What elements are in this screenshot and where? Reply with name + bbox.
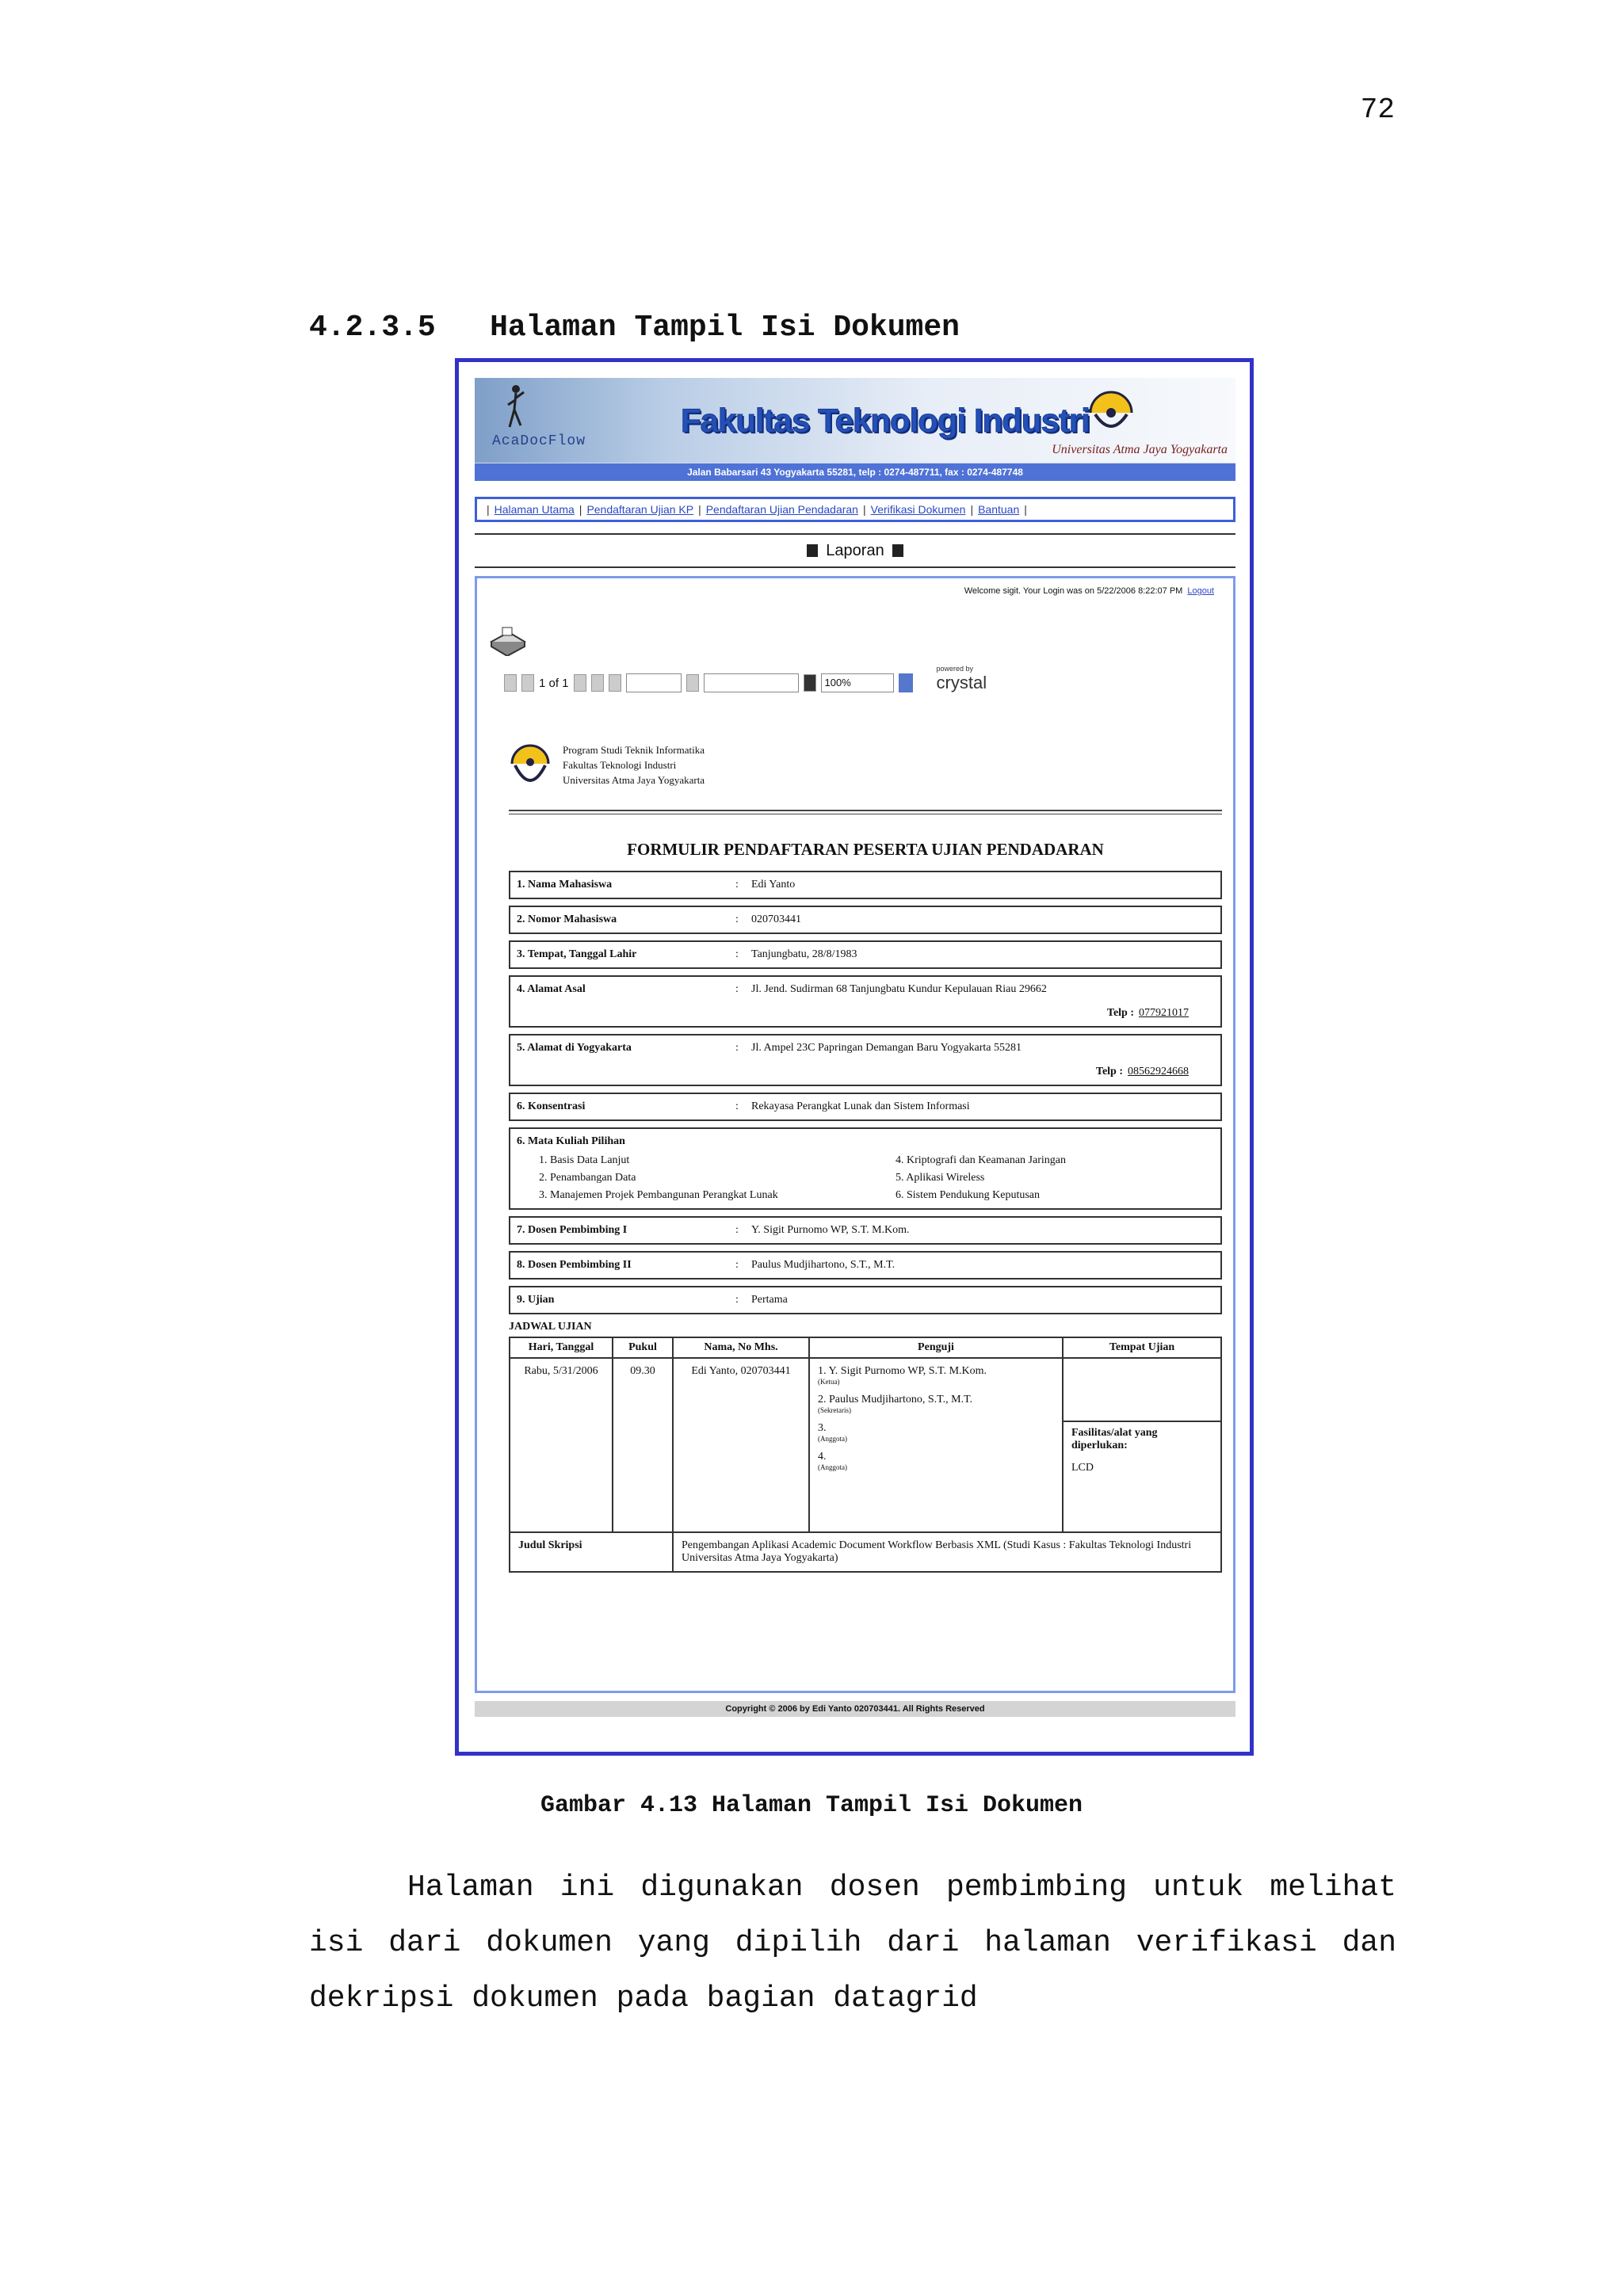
table-cell: Fasilitas/alat yang diperlukan: LCD xyxy=(1063,1358,1221,1532)
table-cell: 1. Y. Sigit Purnomo WP, S.T. M.Kom. (Ketua) 2. Paulus Mudjihartono, S.T., M.T. (Sekretaris) 3. (Anggota) 4. (Anggota) xyxy=(809,1358,1063,1532)
form-rows xyxy=(509,871,1222,1314)
form-row: 6. Konsentrasi : Rekayasa Perangkat Lunak dan Sistem Informasi xyxy=(509,1093,1222,1121)
app-logo: AcaDocFlow xyxy=(492,433,586,449)
site-banner xyxy=(475,378,1235,463)
faculty-title: Fakultas Teknologi Industri xyxy=(681,402,1090,439)
main-nav: | Halaman Utama | Pendaftaran Ujian KP | Pendaftaran Ujian Pendadaran | Verifikasi Dokumen | Bantuan | xyxy=(475,497,1235,522)
university-name: Universitas Atma Jaya Yogyakarta xyxy=(1052,443,1228,456)
form-row: 4. Alamat Asal : Jl. Jend. Sudirman 68 Tanjungbatu Kundur Kepulauan Riau 29662 Telp : 077921017 xyxy=(509,975,1222,1028)
table-cell: Judul Skripsi xyxy=(510,1532,673,1572)
form-title: FORMULIR PENDAFTARAN PESERTA UJIAN PENDADARAN xyxy=(627,840,1104,859)
goto-page-button[interactable] xyxy=(609,674,621,692)
welcome-line xyxy=(496,586,1214,596)
table-cell: Edi Yanto, 020703441 xyxy=(673,1358,809,1532)
form-row: 8. Dosen Pembimbing II : Paulus Mudjihartono, S.T., M.T. xyxy=(509,1251,1222,1280)
form-row: 2. Nomor Mahasiswa : 020703441 xyxy=(509,906,1222,934)
logout-link[interactable]: Logout xyxy=(1187,586,1214,596)
table-header: Pukul xyxy=(613,1337,673,1358)
institution-line: Universitas Atma Jaya Yogyakarta xyxy=(563,773,705,786)
page-input[interactable] xyxy=(626,673,682,692)
institution-header xyxy=(509,737,1222,792)
section-heading xyxy=(309,311,960,345)
copyright: Copyright © 2006 by Edi Yanto 020703441. All Rights Reserved xyxy=(475,1701,1235,1717)
telp-value: 08562924668 xyxy=(1128,1066,1189,1077)
nav-pendaftaran-ujian-kp[interactable]: Pendaftaran Ujian KP xyxy=(586,503,694,516)
form-row: 7. Dosen Pembimbing I : Y. Sigit Purnomo WP, S.T. M.Kom. xyxy=(509,1216,1222,1245)
climber-icon xyxy=(506,384,525,430)
report-label: Laporan xyxy=(826,541,884,559)
table-cell: Rabu, 5/31/2006 xyxy=(510,1358,613,1532)
nav-bantuan[interactable]: Bantuan xyxy=(978,503,1020,516)
institution-line: Program Studi Teknik Informatika xyxy=(563,743,705,756)
paragraph-text: Halaman ini digunakan dosen pembimbing untuk melihat isi dari dokumen yang dipilih dari halaman verifikasi dan dekripsi dokumen pada bagian datagrid xyxy=(309,1871,1396,2016)
form-row: 3. Tempat, Tanggal Lahir : Tanjungbatu, 28/8/1983 xyxy=(509,940,1222,969)
divider xyxy=(509,810,1222,814)
address-bar: Jalan Babarsari 43 Yogyakarta 55281, telp : 0274-487711, fax : 0274-487748 xyxy=(475,463,1235,481)
course-item: 1. Basis Data Lanjut xyxy=(539,1154,630,1166)
body-paragraph xyxy=(309,1860,1396,2027)
courses-row: 6. Mata Kuliah Pilihan 1. Basis Data Lanjut 4. Kriptografi dan Keamanan Jaringan 2. Penambangan Data 5. Aplikasi Wireless 3. Manajemen Projek Pembangunan Perangkat Lunak 6. Sistem Pendukung Keputusan xyxy=(509,1127,1222,1210)
last-page-button[interactable] xyxy=(591,674,604,692)
course-item: 2. Penambangan Data xyxy=(539,1172,636,1184)
printer-icon[interactable] xyxy=(485,626,528,656)
document-icon xyxy=(807,544,818,557)
jadwal-table xyxy=(509,1337,1222,1573)
first-page-button[interactable] xyxy=(504,674,517,692)
search-input[interactable] xyxy=(704,673,799,692)
section-number: 4.2.3.5 xyxy=(309,311,436,345)
form-row: 9. Ujian : Pertama xyxy=(509,1286,1222,1314)
course-item: 3. Manajemen Projek Pembangunan Perangkat Lunak xyxy=(539,1189,778,1201)
table-cell: Pengembangan Aplikasi Academic Document Workflow Berbasis XML (Studi Kasus : Fakultas Teknologi Industri Universitas Atma Jaya Yogyakarta) xyxy=(673,1532,1221,1572)
page-number: 72 xyxy=(1360,93,1395,126)
content-frame xyxy=(475,576,1235,1693)
report-bar xyxy=(475,533,1235,568)
binoculars-icon[interactable] xyxy=(804,674,816,692)
zoom-select[interactable]: 100% xyxy=(821,673,894,692)
university-seal-icon xyxy=(1086,389,1136,440)
course-item: 5. Aplikasi Wireless xyxy=(896,1172,985,1184)
crystal-logo: powered by crystal xyxy=(936,665,987,692)
table-header: Penguji xyxy=(809,1337,1063,1358)
form-row: 5. Alamat di Yogyakarta : Jl. Ampel 23C Papringan Demangan Baru Yogyakarta 55281 Telp : 08562924668 xyxy=(509,1034,1222,1086)
telp-value: 077921017 xyxy=(1139,1007,1189,1019)
prev-page-button[interactable] xyxy=(521,674,534,692)
form-row: 1. Nama Mahasiswa : Edi Yanto xyxy=(509,871,1222,899)
nav-halaman-utama[interactable]: Halaman Utama xyxy=(494,503,575,516)
course-item: 4. Kriptografi dan Keamanan Jaringan xyxy=(896,1154,1066,1166)
report-viewer-toolbar xyxy=(504,665,987,694)
table-header: Hari, Tanggal xyxy=(510,1337,613,1358)
table-cell: 09.30 xyxy=(613,1358,673,1532)
table-header: Nama, No Mhs. xyxy=(673,1337,809,1358)
figure-caption: Gambar 4.13 Halaman Tampil Isi Dokumen xyxy=(540,1792,1083,1819)
chevron-down-icon[interactable] xyxy=(899,673,913,692)
university-seal-icon xyxy=(509,737,552,792)
table-header: Tempat Ujian xyxy=(1063,1337,1221,1358)
jadwal-title: JADWAL UJIAN xyxy=(509,1321,592,1333)
course-item: 6. Sistem Pendukung Keputusan xyxy=(896,1189,1040,1201)
figure-screenshot xyxy=(455,358,1254,1756)
nav-pendaftaran-ujian-pendadaran[interactable]: Pendaftaran Ujian Pendadaran xyxy=(705,503,858,516)
welcome-text: Welcome sigit. Your Login was on 5/22/2006 8:22:07 PM xyxy=(964,586,1183,596)
document-icon xyxy=(892,544,903,557)
nav-verifikasi-dokumen[interactable]: Verifikasi Dokumen xyxy=(870,503,966,516)
report-document xyxy=(509,737,1222,1573)
next-page-button[interactable] xyxy=(574,674,586,692)
refresh-button[interactable] xyxy=(686,674,699,692)
section-title: Halaman Tampil Isi Dokumen xyxy=(490,311,960,345)
institution-line: Fakultas Teknologi Industri xyxy=(563,758,677,771)
page-indicator: 1 of 1 xyxy=(539,676,569,690)
